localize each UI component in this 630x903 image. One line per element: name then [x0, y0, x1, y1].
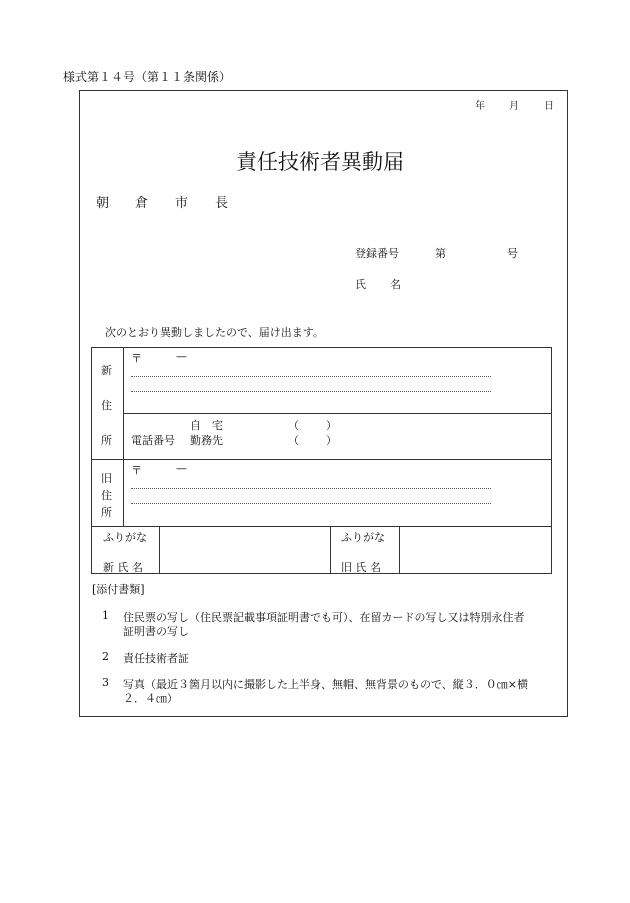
addressee-char-2: 倉 — [135, 196, 149, 211]
address-table — [91, 347, 552, 574]
attachment-3-line-1: 写真（最近３箇月以内に撮影した上半身、無帽、無背景のもので、縦３．０㎝×横 — [123, 678, 528, 691]
attachment-2-num: 2 — [102, 650, 109, 663]
furigana-right: ふりがな — [341, 531, 385, 544]
home-phone-label: 自 宅 — [190, 419, 223, 432]
table-divider-side — [123, 347, 124, 527]
attachment-1-num: 1 — [102, 609, 109, 622]
page-title: 責任技術者異動届 — [236, 150, 404, 174]
old-address-side-2: 住 — [101, 489, 112, 502]
home-phone-paren-open: （ — [288, 419, 299, 432]
addressee-char-4: 長 — [215, 196, 229, 211]
attachment-1-line-1: 住民票の写し（住民票記載事項証明書でも可）、在留カードの写し又は特別永住者 — [123, 611, 525, 624]
new-postal-mark: 〒 — [131, 352, 142, 365]
name-label-char-2: 名 — [390, 278, 401, 291]
new-address-line-1[interactable] — [131, 376, 491, 377]
date-month: 月 — [509, 101, 519, 112]
old-postal-mark: 〒 — [131, 464, 142, 477]
date-day: 日 — [544, 101, 554, 112]
work-phone-paren-close: ） — [326, 434, 337, 447]
work-phone-paren-open: （ — [288, 434, 299, 447]
old-name-label: 旧 氏 名 — [341, 561, 381, 574]
table-divider-names — [91, 526, 552, 527]
attachments-heading: [添付書類] — [92, 583, 145, 596]
new-address-side-2: 住 — [101, 399, 112, 412]
new-address-side-3: 所 — [101, 434, 112, 447]
form-number: 様式第１４号（第１１条関係） — [63, 70, 232, 84]
addressee-char-3: 市 — [175, 196, 189, 211]
phone-label: 電話番号 — [131, 434, 175, 447]
old-address-side-1: 旧 — [101, 472, 112, 485]
old-address-line-2[interactable] — [131, 503, 491, 504]
work-phone-label: 勤務先 — [190, 434, 223, 447]
table-divider-mid — [330, 526, 331, 574]
furigana-left: ふりがな — [103, 531, 147, 544]
attachment-2-line-1: 責任技術者証 — [123, 652, 189, 665]
new-name-label: 新 氏 名 — [103, 561, 143, 574]
attachment-1-line-2: 証明書の写し — [123, 625, 189, 638]
new-address-side-1: 新 — [101, 364, 112, 377]
registration-go: 号 — [507, 247, 518, 260]
intro-text: 次のとおり異動しましたので、届け出ます。 — [105, 326, 324, 339]
attachment-3-line-2: ２．４㎝） — [123, 692, 178, 705]
home-phone-paren-close: ） — [326, 419, 337, 432]
registration-label: 登録番号 — [355, 247, 399, 260]
name-label-char-1: 氏 — [355, 278, 366, 291]
old-address-line-1[interactable] — [131, 488, 491, 489]
addressee-char-1: 朝 — [96, 196, 110, 211]
old-address-side-3: 所 — [101, 506, 112, 519]
registration-dai: 第 — [435, 247, 446, 260]
table-divider-name-right — [399, 526, 400, 574]
old-postal-dash: — — [176, 462, 187, 475]
table-divider-phone — [123, 413, 552, 414]
table-divider-old — [91, 459, 552, 460]
table-divider-name-left — [159, 526, 160, 574]
attachment-3-num: 3 — [102, 676, 109, 689]
new-postal-dash: — — [176, 350, 187, 363]
new-address-line-2[interactable] — [131, 391, 491, 392]
date-year: 年 — [475, 101, 485, 112]
